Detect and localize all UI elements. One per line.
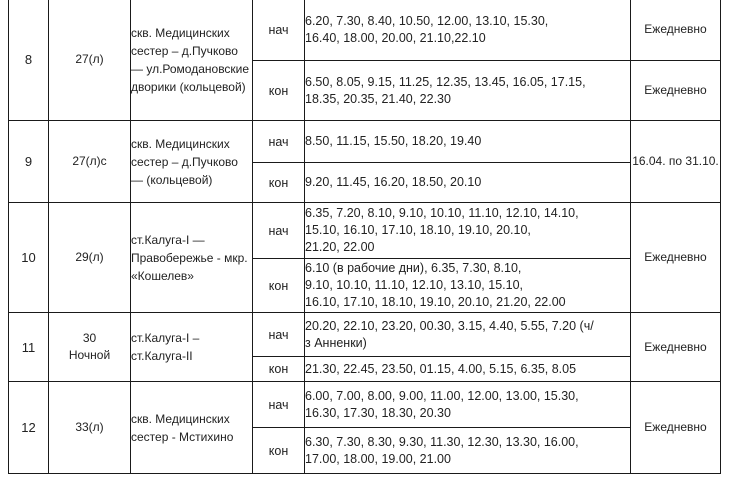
- table-row: [9, 203, 721, 259]
- operating-days: Ежедневно: [631, 313, 721, 382]
- start-label: нач: [253, 0, 305, 61]
- operating-days: Ежедневно: [631, 203, 721, 313]
- end-times: 9.20, 11.45, 16.20, 18.50, 20.10: [305, 163, 631, 203]
- operating-days: Ежедневно: [631, 61, 721, 121]
- route-path: ст.Калуга-I – ст.Калуга-II: [131, 313, 253, 382]
- route-path: скв. Медицинских сестер – д.Пучково — ул.Ромодановские дворики (кольцевой): [131, 0, 253, 121]
- end-label: кон: [253, 357, 305, 382]
- end-label: кон: [253, 163, 305, 203]
- start-times: 8.50, 11.15, 15.50, 18.20, 19.40: [305, 121, 631, 163]
- route-path: ст.Калуга-I — Правобережье - мкр. «Кошелев»: [131, 203, 253, 313]
- route-number: 33(л): [49, 382, 131, 474]
- schedule-table: [8, 0, 721, 474]
- row-number: 12: [9, 382, 49, 474]
- route-number: 29(л): [49, 203, 131, 313]
- end-times: 6.50, 8.05, 9.15, 11.25, 12.35, 13.45, 16.05, 17.15, 18.35, 20.35, 21.40, 22.30: [305, 61, 631, 121]
- end-times: 6.10 (в рабочие дни), 6.35, 7.30, 8.10, 9.10, 10.10, 11.10, 12.10, 13.10, 15.10, 16.10, 17.10, 18.10, 19.10, 20.10, 21.20, 22.00: [305, 259, 631, 313]
- start-times: 6.35, 7.20, 8.10, 9.10, 10.10, 11.10, 12.10, 14.10, 15.10, 16.10, 17.10, 18.10, 19.10, 20.10, 21.20, 22.00: [305, 203, 631, 259]
- row-number: 9: [9, 121, 49, 203]
- route-number: 27(л)с: [49, 121, 131, 203]
- end-label: кон: [253, 61, 305, 121]
- start-times: 6.00, 7.00, 8.00, 9.00, 11.00, 12.00, 13.00, 15.30, 16.30, 17.30, 18.30, 20.30: [305, 382, 631, 428]
- start-times: 6.20, 7.30, 8.40, 10.50, 12.00, 13.10, 15.30, 16.40, 18.00, 20.00, 21.10,22.10: [305, 0, 631, 61]
- operating-days: Ежедневно: [631, 0, 721, 61]
- operating-days: Ежедневно: [631, 382, 721, 474]
- row-number: 10: [9, 203, 49, 313]
- route-number: 27(л): [49, 0, 131, 121]
- route-path: скв. Медицинских сестер - Мстихино: [131, 382, 253, 474]
- route-number: 30 Ночной: [49, 313, 131, 382]
- start-label: нач: [253, 382, 305, 428]
- row-number: 11: [9, 313, 49, 382]
- operating-days: 16.04. по 31.10.: [631, 121, 721, 203]
- end-label: кон: [253, 259, 305, 313]
- end-label: кон: [253, 428, 305, 474]
- start-label: нач: [253, 313, 305, 357]
- end-times: 21.30, 22.45, 23.50, 01.15, 4.00, 5.15, 6.35, 8.05: [305, 357, 631, 382]
- start-label: нач: [253, 203, 305, 259]
- row-number: 8: [9, 0, 49, 121]
- table-row: [9, 313, 721, 357]
- table-row: [9, 382, 721, 428]
- start-times: 20.20, 22.10, 23.20, 00.30, 3.15, 4.40, 5.55, 7.20 (ч/ з Анненки): [305, 313, 631, 357]
- table-row: [9, 121, 721, 163]
- start-label: нач: [253, 121, 305, 163]
- table-row: [9, 0, 721, 61]
- route-path: скв. Медицинских сестер – д.Пучково — (кольцевой): [131, 121, 253, 203]
- end-times: 6.30, 7.30, 8.30, 9.30, 11.30, 12.30, 13.30, 16.00, 17.00, 18.00, 19.00, 21.00: [305, 428, 631, 474]
